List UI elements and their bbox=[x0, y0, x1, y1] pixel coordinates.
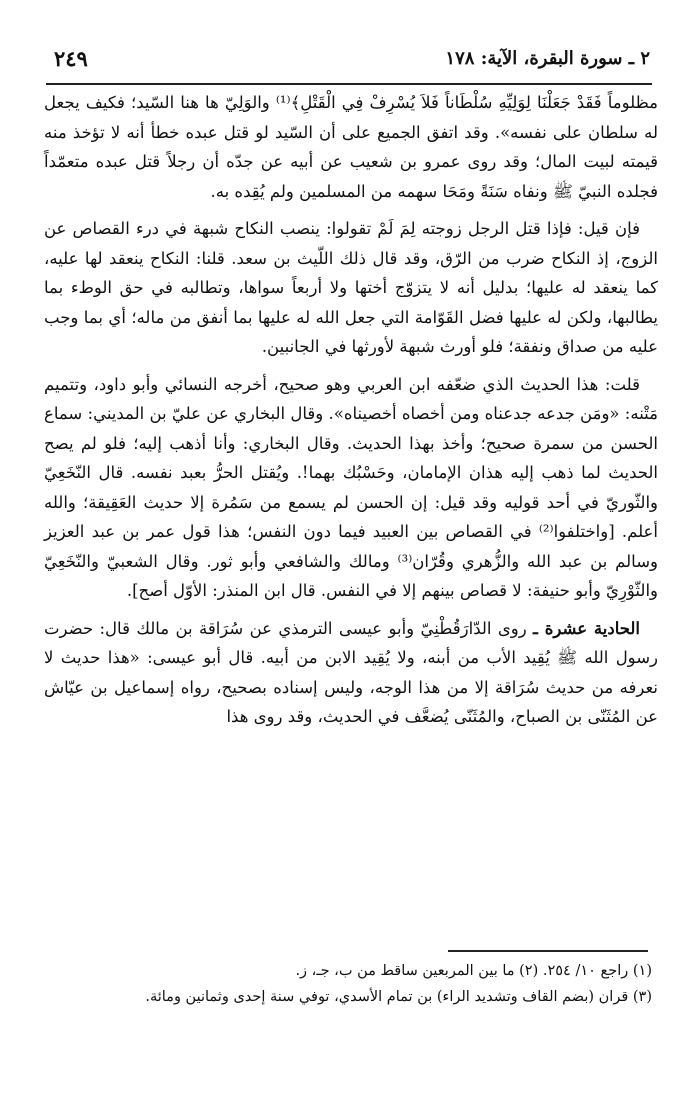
paragraph-1: مظلوماً فَقَدْ جَعَلْنَا لِوَلِيِّهِ سُلْطَاناً فَلاَ يُسْرِفْ فِي الْقَتْلِ﴾⁽¹⁾ والوَلِيّ ها هنا السّيد؛ فكيف يجعل له سلطان على نفسه». وقد اتفق الجميع على أن السّيد لو قتل عبده خطأ أنه لا تؤخذ منه قيمته لبيت المال؛ وقد روى عمرو بن شعيب عن أبيه عن جدّه أن رجلاً قتل عبده متعمّداً فجلده النبيّ ﷺ ونفاه سَنَةً ومَحَا سهمه من المسلمين ولم يُقِده به. bbox=[44, 93, 658, 201]
section-heading: الحادية عشرة ـ bbox=[533, 618, 640, 638]
paragraph-4 bbox=[44, 614, 658, 732]
paragraph-4-text: روى الدّارَقُطْنِيّ وأبو عيسى الترمذي عن سُرَاقة بن مالك قال: حضرت رسول الله ﷺ يُقِيد الأب من أبنه، ولا يُقِيد الابن من أبيه. قال أبو عيسى: «هذا حديث لا نعرفه من حديث سُرَاقة إلا من هذا الوجه، وليس إسناده بصحيح، رواه إسماعيل بن عيّاش عن المُثَنّى بن الصباح، والمُثَنّى يُضعَّف في الحديث، وقد روى هذا bbox=[44, 618, 658, 726]
running-title: ٢ ـ سورة البقرة، الآية: ١٧٨ bbox=[445, 48, 650, 69]
footnote-line-1: (١) راجع ١٠/ ٢٥٤. (٢) ما بين المربعين ساقط من ب، جـ، ز. bbox=[295, 963, 652, 979]
body-text bbox=[44, 88, 658, 732]
footnote-line-2: (٣) قران (بضم القاف وتشديد الراء) بن تمام الأسدي، توفي سنة إحدى وثمانين ومائة. bbox=[145, 989, 652, 1005]
page-header bbox=[54, 44, 650, 80]
footnotes bbox=[60, 958, 652, 1010]
page-number: ٢٤٩ bbox=[54, 46, 88, 71]
header-rule bbox=[46, 83, 652, 85]
paragraph-3: قلت: هذا الحديث الذي ضعّفه ابن العربي وهو صحيح، أخرجه النسائي وأبو داود، وتتميم مَتْنه: «ومَن جدعه جدعناه ومن أخصاه أخصيناه». وقال البخاري عن عليّ بن المديني: سماع الحسن من سمرة صحيح؛ وأخذ بهذا الحديث. وقال البخاري: وأنا أذهب إليه؛ فلو لم يصح الحديث لما ذهب إليه هذان الإمامان، وحَسْبُك بهما!. ويُقتل الحرُّ بعبد نفسه. قال النّخَعِيّ والثّوريّ في أحد قوليه وقد قيل: إن الحسن لم يسمع من سَمُرة إلا حديث العَقِيقة؛ والله أعلم. [واختلفوا⁽²⁾ في القصاص بين العبيد فيما دون النفس؛ هذا قول عمر بن عبد العزيز وسالم بن عبد الله والزُّهري وقُرّان⁽³⁾ ومالك والشافعي وأبو ثور. وقال الشعبيّ والنّخَعِيّ والثّوْرِيّ وأبو حنيفة: لا قصاص بينهم إلا في النفس. قال ابن المنذر: الأوّل أصح]. bbox=[44, 374, 658, 600]
footnote-rule bbox=[448, 950, 648, 952]
paragraph-2: فإن قيل: فإذا قتل الرجل زوجته لِمَ لَمْ تقولوا: ينصب النكاح شبهة في درء القصاص عن الزوج، إذ النكاح ضرب من الرّق، وقد قال ذلك اللّيث بن سعد. قلنا: النكاح ينعقد لها عليه، كما ينعقد له عليها؛ بدليل أنه لا يتزوّج أختها ولا أربعاً سواها، وتطالبه في حق الوطء بما يطالبها، ولكن له عليها فضل القَوّامة التي جعل الله له عليها بما أنفق من ماله؛ أي بما وجب عليه من صداق ونفقة؛ فلو أورث شبهة لأورثها في الجانبين. bbox=[44, 219, 658, 356]
